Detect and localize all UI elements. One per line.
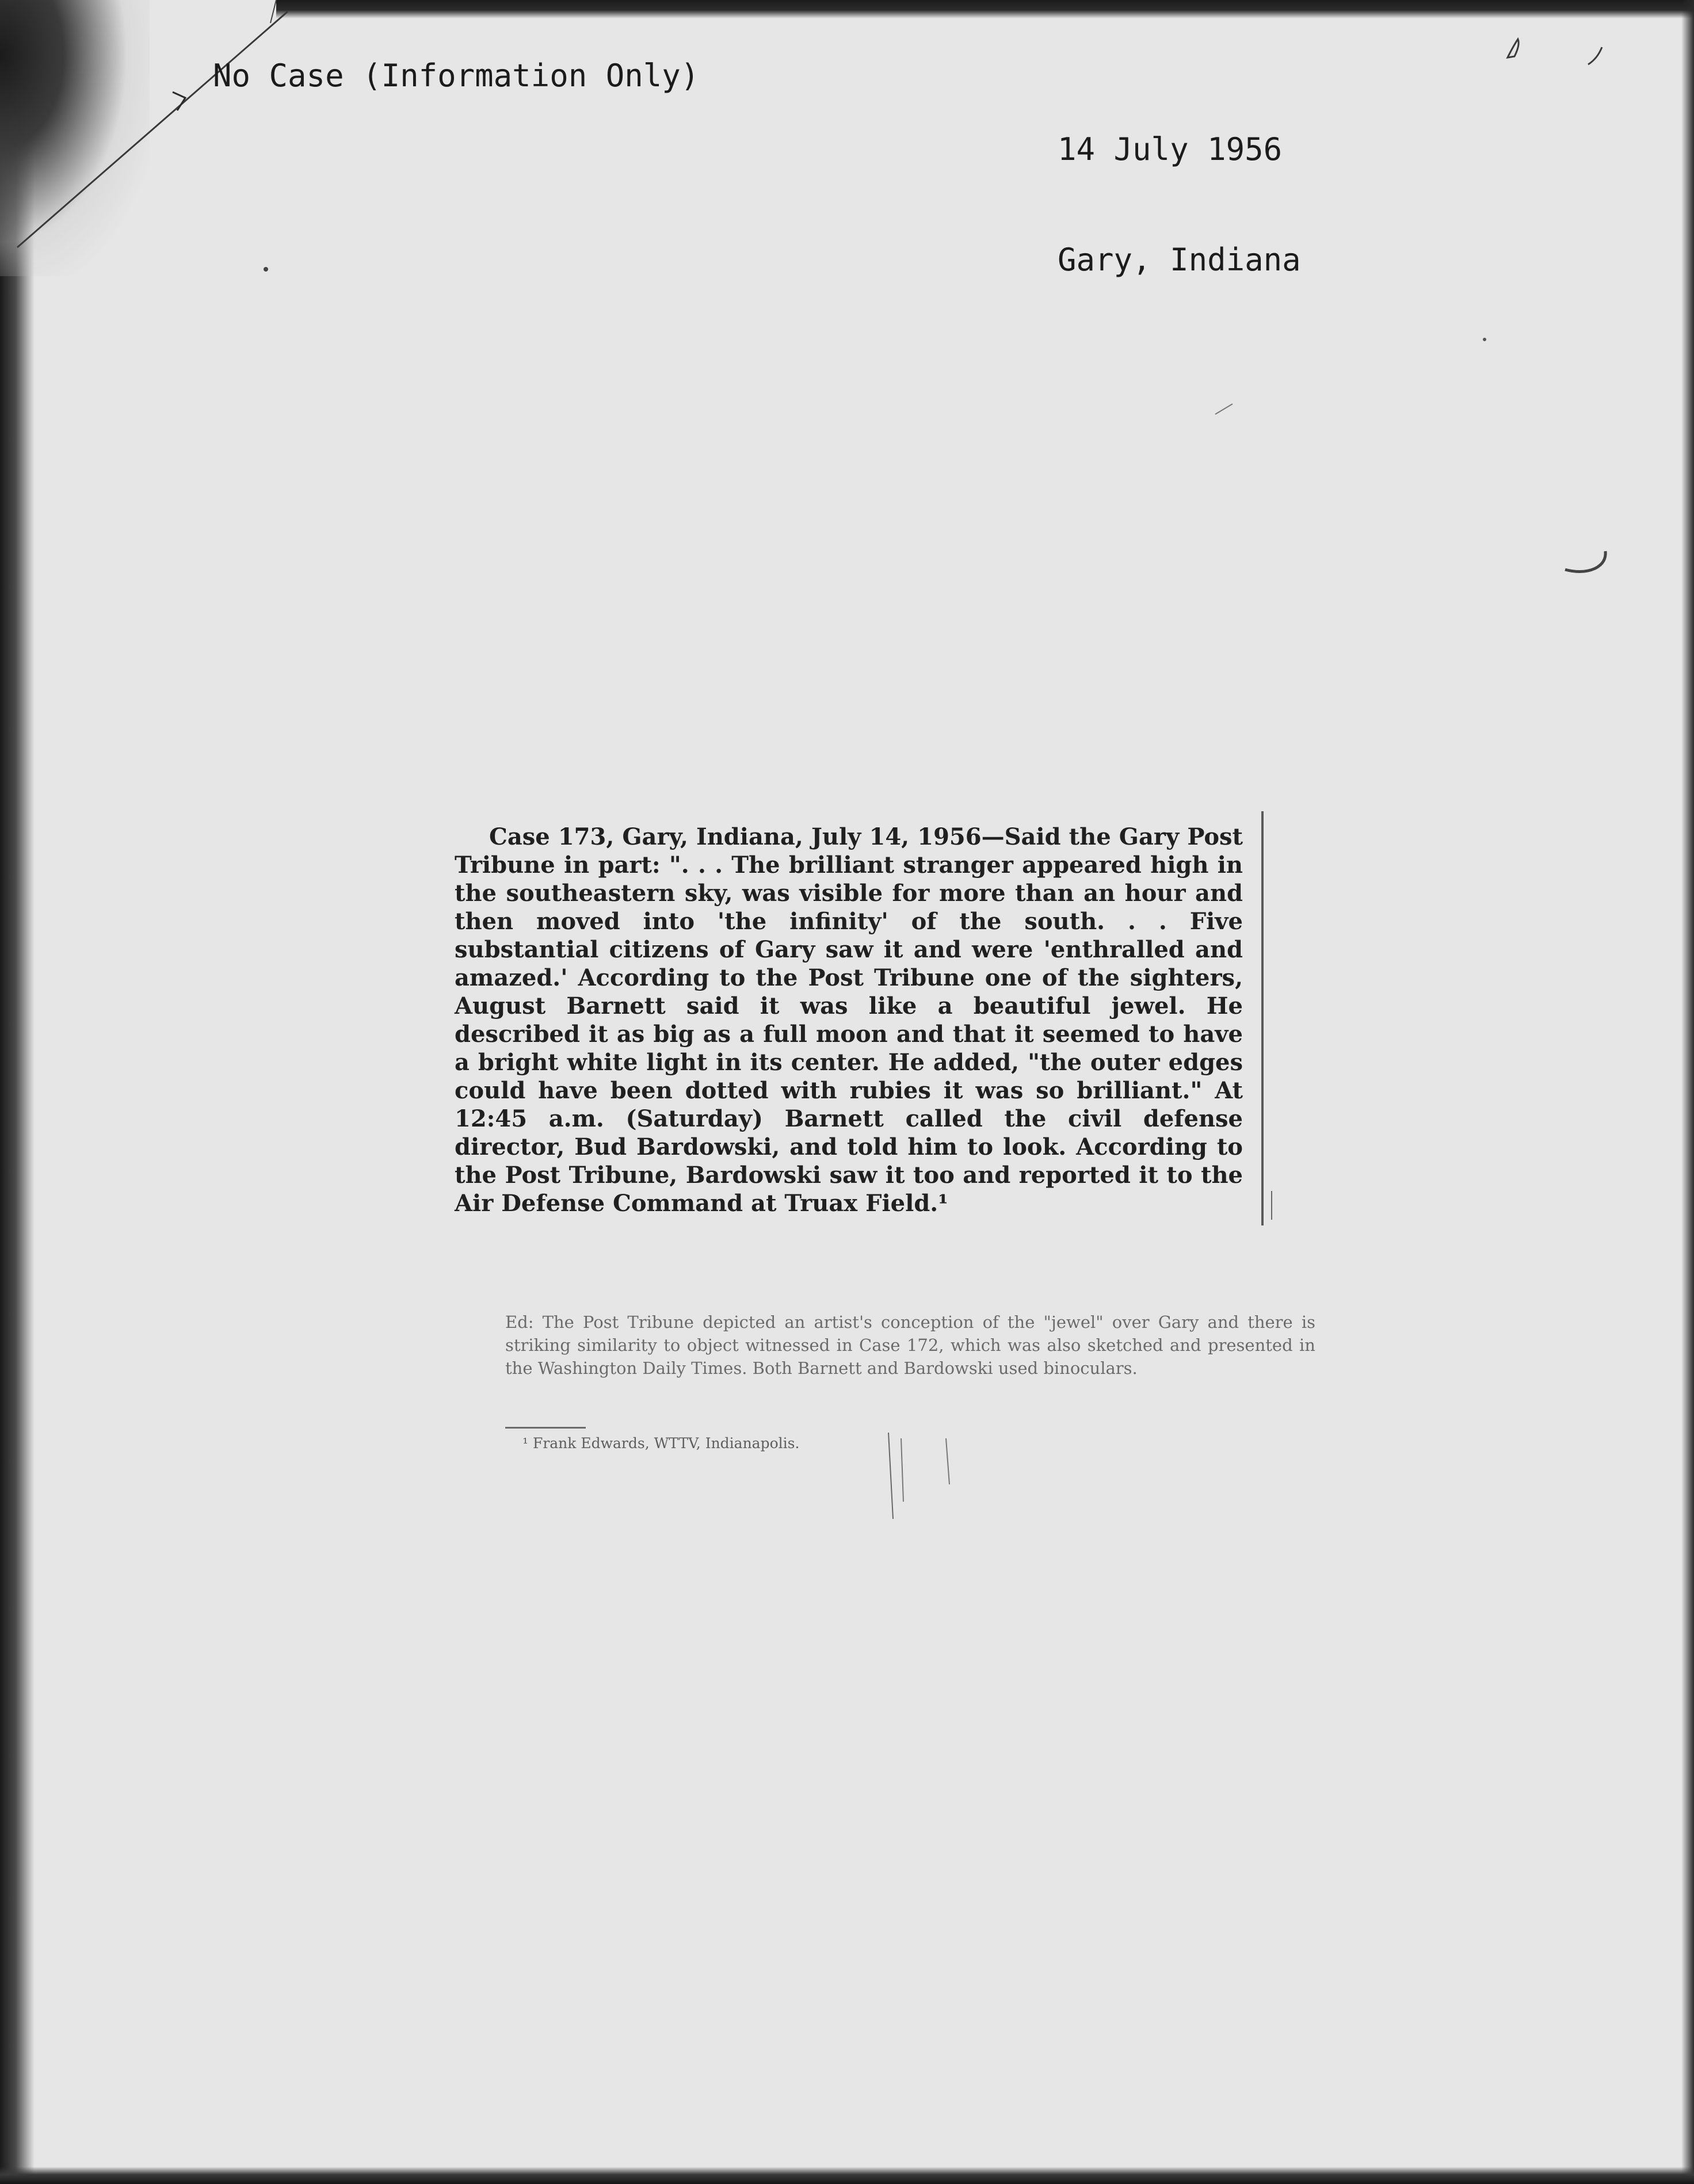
case-label: No Case (Information Only) xyxy=(213,58,700,94)
source-footnote: ¹ Frank Edwards, WTTV, Indianapolis. xyxy=(522,1435,800,1452)
header-date-location xyxy=(1058,58,1301,352)
report-location: Gary, Indiana xyxy=(1058,242,1301,278)
editor-note: Ed: The Post Tribune depicted an artist's conception of the "jewel" over Gary and there is striking similarity to object witnessed in Case 172, which was also sketched and presented in the Washington Daily Times. Both Barnett and Bardowski used binoculars. xyxy=(505,1312,1315,1378)
footnote-rule xyxy=(505,1427,586,1429)
newspaper-clipping-text: Case 173, Gary, Indiana, July 14, 1956—Said the Gary Post Tribune in part: ". . . The brilliant stranger appeared high in the southeastern sky, was visible for more than an hour and then moved into 'the infinity' of the south. . . Five substantial citizens of Gary saw it and were 'enthralled and amazed.' According to the Post Tribune one of the sighters, August Barnett said it was like a beautiful jewel. He described it as big as a full moon and that it seemed to have a bright white light in its center. He added, "the outer edges could have been dotted with rubies it was so brilliant." At 12:45 a.m. (Saturday) Barnett called the civil defense director, Bud Bardowski, and told him to look. According to the Post Tribune, Bardowski saw it too and reported it to the Air Defense Command at Truax Field.¹ xyxy=(455,823,1243,1217)
report-date: 14 July 1956 xyxy=(1058,131,1283,167)
clipping-border xyxy=(1261,811,1264,1225)
